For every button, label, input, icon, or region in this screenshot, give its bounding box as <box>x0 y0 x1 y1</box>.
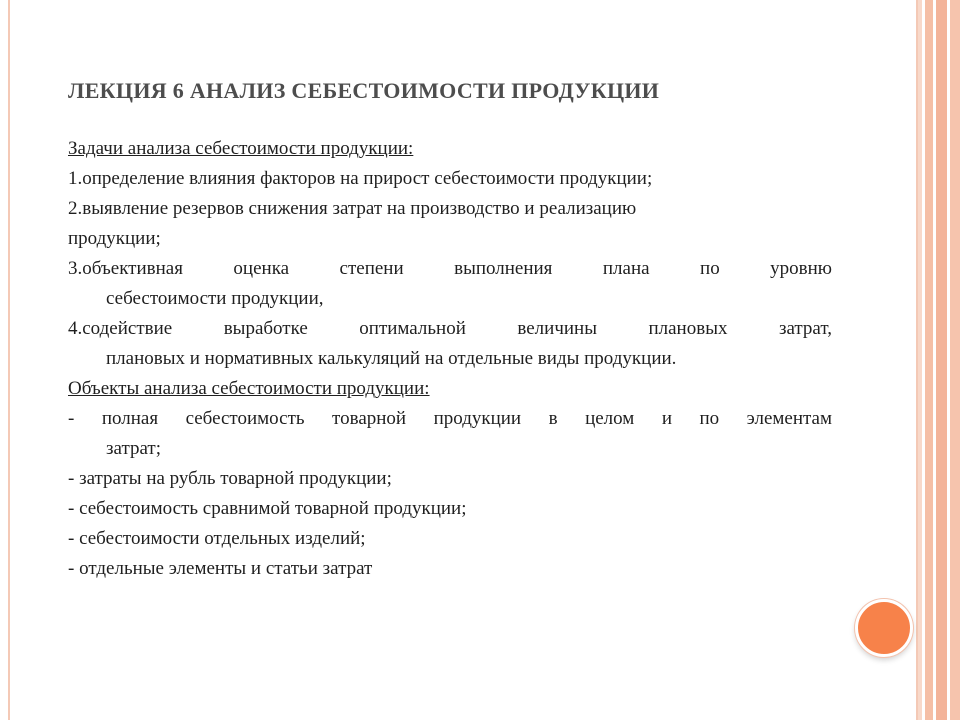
task-3-line-2: себестоимости продукции, <box>106 288 324 309</box>
decorative-side-stripes <box>918 0 960 720</box>
slide-title: ЛЕКЦИЯ 6 АНАЛИЗ СЕБЕСТОИМОСТИ ПРОДУКЦИИ <box>68 78 660 103</box>
task-3-line-1: 3.объективная оценка степени выполнения плана по уровню <box>68 258 832 279</box>
stripe <box>936 0 947 720</box>
decorative-circle <box>855 599 913 657</box>
stripe <box>925 0 933 720</box>
object-2: - затраты на рубль товарной продукции; <box>68 468 392 489</box>
object-4: - себестоимости отдельных изделий; <box>68 528 366 549</box>
stripe <box>950 0 960 720</box>
object-1-line-1: - полная себестоимость товарной продукции в целом и по элементам <box>68 408 832 429</box>
object-1-line-2: затрат; <box>106 438 162 459</box>
task-2-line-2: продукции; <box>68 228 161 249</box>
task-2-line-1: 2.выявление резервов снижения затрат на производство и реализацию <box>68 198 637 219</box>
task-4-line-1: 4.содействие выработке оптимальной величины плановых затрат, <box>68 318 832 339</box>
slide-content <box>68 134 832 584</box>
tasks-heading: Задачи анализа себестоимости продукции: <box>68 138 414 159</box>
object-3: - себестоимость сравнимой товарной продукции; <box>68 498 467 519</box>
objects-heading: Объекты анализа себестоимости продукции: <box>68 378 430 399</box>
object-5: - отдельные элементы и статьи затрат <box>68 558 373 579</box>
task-4-line-2: плановых и нормативных калькуляций на отдельные виды продукции. <box>106 348 677 369</box>
slide-canvas <box>8 0 918 720</box>
task-1: 1.определение влияния факторов на прирост себестоимости продукции; <box>68 168 653 189</box>
